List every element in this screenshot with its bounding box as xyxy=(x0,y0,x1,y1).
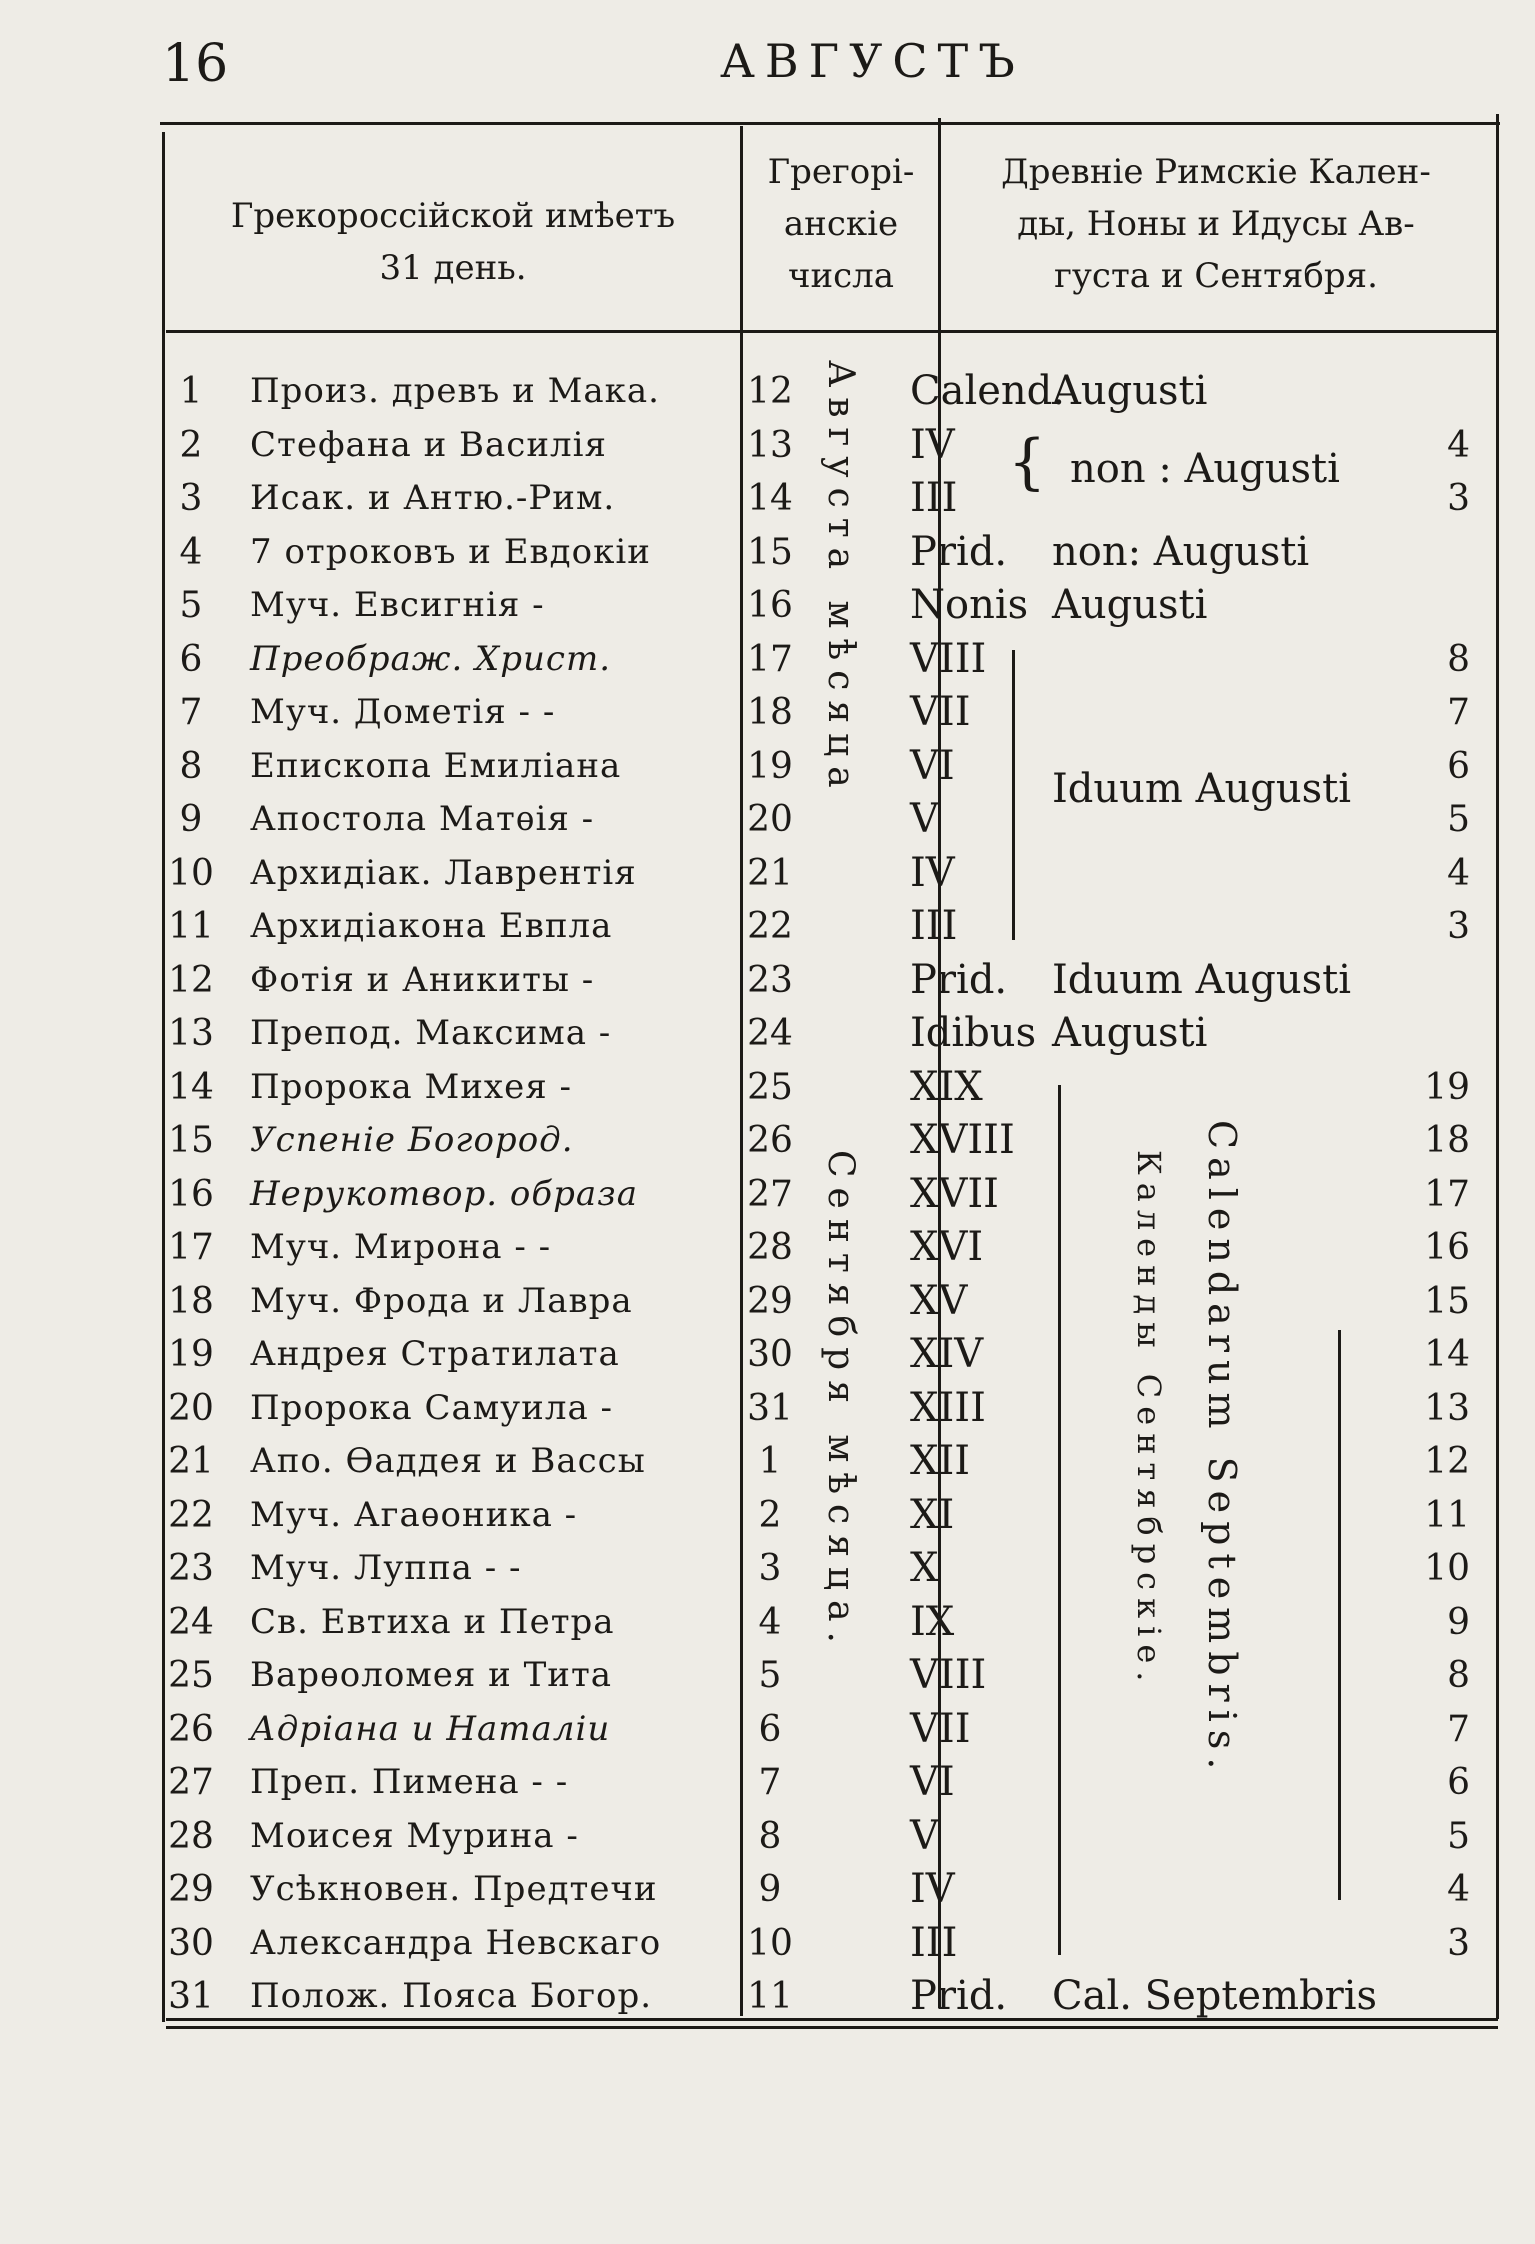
table-row xyxy=(0,1489,1535,1542)
roman-day-number: 5 xyxy=(1447,799,1470,840)
roman-numeral: V xyxy=(910,1812,939,1859)
day-number: 21 xyxy=(168,1441,214,1482)
day-number: 20 xyxy=(168,1387,214,1429)
saint-name: Полож. Пояса Богор. xyxy=(250,1976,653,2016)
vertical-label-september: Сентября мѣсяца. xyxy=(820,1150,861,1653)
gregorian-date: 5 xyxy=(758,1655,782,1696)
gregorian-date: 19 xyxy=(747,745,793,787)
saint-name: Андрея Стратилата xyxy=(250,1334,620,1374)
saint-name: Моисея Мурина - xyxy=(250,1815,579,1856)
day-number: 30 xyxy=(168,1922,214,1964)
roman-numeral: IV xyxy=(910,849,955,896)
header-line: анскіе xyxy=(783,204,899,244)
roman-day-number: 16 xyxy=(1424,1227,1470,1268)
roman-numeral: XIX xyxy=(910,1063,983,1110)
table-row xyxy=(0,579,1535,632)
saint-name: Архидіакона Евпла xyxy=(250,906,613,946)
day-number: 3 xyxy=(179,478,203,519)
header-roman-calendar xyxy=(942,146,1490,302)
saint-name: Пророка Самуила - xyxy=(250,1387,614,1428)
roman-numeral: III xyxy=(910,1919,958,1966)
roman-numeral: VII xyxy=(910,689,971,735)
saint-name: Св. Евтиха и Петра xyxy=(250,1601,615,1642)
group-label-non: non : Augusti xyxy=(1070,446,1340,492)
saint-name: Архидіак. Лаврентія xyxy=(250,852,637,893)
roman-day-number: 5 xyxy=(1447,1815,1470,1857)
saint-name: Апо. Ѳаддея и Вассы xyxy=(250,1441,646,1481)
gregorian-date: 4 xyxy=(758,1601,782,1643)
saint-name: Нерукотвор. образа xyxy=(250,1173,638,1214)
day-number: 27 xyxy=(168,1762,214,1803)
saint-name: Исак. и Антю.-Рим. xyxy=(250,478,616,518)
table-row xyxy=(0,1810,1535,1863)
roman-numeral: XVIII xyxy=(910,1117,1015,1163)
gregorian-date: 13 xyxy=(747,424,793,466)
table-row xyxy=(0,1542,1535,1595)
roman-day-number: 9 xyxy=(1447,1601,1470,1643)
gregorian-date: 8 xyxy=(758,1815,782,1857)
gregorian-date: 12 xyxy=(747,371,793,412)
table-row xyxy=(0,1863,1535,1916)
roman-label: Iduum Augusti xyxy=(1052,956,1351,1003)
day-number: 31 xyxy=(168,1976,214,2017)
roman-day-number: 19 xyxy=(1424,1066,1470,1108)
table-row xyxy=(0,954,1535,1007)
saint-name: Фотія и Аникиты - xyxy=(250,959,595,1000)
table-row xyxy=(0,1703,1535,1756)
roman-numeral: XVII xyxy=(910,1170,999,1217)
gregorian-date: 28 xyxy=(747,1227,793,1268)
header-line: Грекороссійской имѣетъ xyxy=(230,196,676,236)
roman-day-number: 15 xyxy=(1424,1280,1470,1322)
group-label-iduum: Iduum Augusti xyxy=(1052,766,1351,812)
gregorian-date: 16 xyxy=(747,585,793,626)
saint-name: Препод. Максима - xyxy=(250,1013,612,1053)
roman-day-number: 3 xyxy=(1447,1922,1470,1964)
day-number: 7 xyxy=(179,692,203,733)
roman-label: non: Augusti xyxy=(1052,528,1310,575)
roman-day-number: 8 xyxy=(1447,1655,1470,1696)
day-number: 19 xyxy=(168,1334,214,1375)
roman-numeral: VIII xyxy=(910,635,987,682)
gregorian-date: 7 xyxy=(758,1762,782,1803)
roman-numeral: Prid. xyxy=(910,956,1008,1003)
brace-calendae-line xyxy=(1058,1085,1061,1955)
table-row xyxy=(0,847,1535,900)
roman-numeral: Prid. xyxy=(910,528,1008,575)
day-number: 16 xyxy=(168,1173,214,1215)
gregorian-date: 1 xyxy=(758,1441,782,1482)
roman-numeral: VI xyxy=(910,1759,955,1805)
table-row xyxy=(0,526,1535,579)
gregorian-date: 20 xyxy=(747,799,793,840)
roman-day-number: 4 xyxy=(1447,1869,1470,1910)
saint-name: Муч. Луппа - - xyxy=(250,1548,522,1588)
roman-day-number: 18 xyxy=(1424,1120,1470,1161)
brace-calendae-right-line xyxy=(1338,1330,1341,1900)
gregorian-date: 2 xyxy=(758,1494,782,1536)
vertical-label-cal-latin: Calendarum Septembris. xyxy=(1200,1120,1244,1778)
day-number: 4 xyxy=(179,531,203,573)
roman-day-number: 7 xyxy=(1447,1708,1470,1750)
gregorian-date: 22 xyxy=(747,906,793,947)
roman-numeral: V xyxy=(910,796,939,842)
saint-name: Пророка Михея - xyxy=(250,1066,572,1107)
day-number: 18 xyxy=(168,1280,214,1322)
gregorian-date: 11 xyxy=(747,1976,793,2017)
roman-day-number: 12 xyxy=(1424,1441,1470,1482)
roman-numeral: IV xyxy=(910,421,955,468)
roman-numeral: Calend. xyxy=(910,368,1065,414)
roman-day-number: 3 xyxy=(1447,478,1470,519)
roman-numeral: XVI xyxy=(910,1224,984,1270)
gregorian-date: 31 xyxy=(747,1387,793,1429)
gregorian-date: 6 xyxy=(758,1708,782,1750)
roman-numeral: VIII xyxy=(910,1652,987,1698)
table-row xyxy=(0,1596,1535,1649)
brace-non: { xyxy=(1008,427,1047,497)
roman-numeral: Nonis xyxy=(910,582,1029,628)
saint-name: Муч. Мирона - - xyxy=(250,1227,552,1267)
day-number: 1 xyxy=(179,371,203,412)
day-number: 12 xyxy=(168,959,214,1001)
table-row xyxy=(0,1275,1535,1328)
table-row xyxy=(0,1221,1535,1274)
roman-day-number: 14 xyxy=(1424,1334,1470,1375)
header-line: числа xyxy=(787,256,895,296)
roman-numeral: III xyxy=(910,475,958,521)
table-row xyxy=(0,1435,1535,1488)
day-number: 5 xyxy=(179,585,203,626)
page-number: 16 xyxy=(162,34,229,94)
table-row xyxy=(0,1649,1535,1702)
roman-day-number: 4 xyxy=(1447,424,1470,466)
day-number: 10 xyxy=(168,852,214,894)
roman-label: Augusti xyxy=(1052,368,1208,414)
gregorian-date: 17 xyxy=(747,638,793,680)
header-line: ды, Ноны и Идусы Ав- xyxy=(1017,204,1415,244)
roman-numeral: XI xyxy=(910,1491,955,1538)
roman-day-number: 13 xyxy=(1424,1387,1470,1429)
table-row xyxy=(0,686,1535,739)
vertical-label-cal-russian: Календы Сентябрскіе. xyxy=(1130,1150,1168,1690)
roman-day-number: 3 xyxy=(1447,906,1470,947)
roman-numeral: X xyxy=(910,1545,939,1591)
roman-day-number: 7 xyxy=(1447,692,1470,733)
saint-name: Епископа Емиліана xyxy=(250,745,622,786)
table-row xyxy=(0,1756,1535,1809)
gregorian-date: 10 xyxy=(747,1922,793,1964)
saint-name: Преображ. Христ. xyxy=(250,638,612,679)
day-number: 17 xyxy=(168,1227,214,1268)
day-number: 13 xyxy=(168,1013,214,1054)
header-line: 31 день. xyxy=(379,248,527,288)
table-row xyxy=(0,1382,1535,1435)
gregorian-date: 24 xyxy=(747,1013,793,1054)
day-number: 2 xyxy=(179,424,203,466)
gregorian-date: 9 xyxy=(758,1869,782,1910)
roman-day-number: 6 xyxy=(1447,745,1470,787)
roman-numeral: XIII xyxy=(910,1384,986,1431)
day-number: 25 xyxy=(168,1655,214,1696)
saint-name: Апостола Матѳія - xyxy=(250,799,595,839)
day-number: 22 xyxy=(168,1494,214,1536)
table-bottom-border-2 xyxy=(166,2026,1498,2029)
table-top-border xyxy=(160,122,1500,125)
roman-numeral: Prid. xyxy=(910,1973,1008,2019)
table-row xyxy=(0,1114,1535,1167)
roman-day-number: 10 xyxy=(1424,1548,1470,1589)
header-line: Древніе Римскіе Кален- xyxy=(1001,152,1431,192)
saint-name: Муч. Агаѳоника - xyxy=(250,1494,578,1535)
day-number: 11 xyxy=(168,906,214,947)
gregorian-date: 25 xyxy=(747,1066,793,1108)
saint-name: 7 отроковъ и Евдокіи xyxy=(250,531,651,572)
roman-numeral: VII xyxy=(910,1705,971,1752)
table-row xyxy=(0,1917,1535,1970)
saint-name: Стефана и Василія xyxy=(250,424,607,465)
roman-day-number: 17 xyxy=(1424,1173,1470,1215)
gregorian-date: 23 xyxy=(747,959,793,1001)
saint-name: Варѳоломея и Тита xyxy=(250,1655,613,1695)
roman-numeral: IX xyxy=(910,1598,955,1645)
day-number: 14 xyxy=(168,1066,214,1108)
day-number: 29 xyxy=(168,1869,214,1910)
gregorian-date: 14 xyxy=(747,478,793,519)
brace-iduum-line xyxy=(1012,650,1015,940)
roman-numeral: XIV xyxy=(910,1331,984,1377)
gregorian-date: 18 xyxy=(747,692,793,733)
saint-name: Александра Невскаго xyxy=(250,1922,662,1963)
roman-numeral: XV xyxy=(910,1277,968,1324)
gregorian-date: 27 xyxy=(747,1173,793,1215)
roman-label: Augusti xyxy=(1052,582,1208,628)
gregorian-date: 3 xyxy=(758,1548,782,1589)
page-title: АВГУСТЪ xyxy=(720,34,1025,88)
roman-numeral: IV xyxy=(910,1866,955,1912)
saint-name: Усѣкновен. Предтечи xyxy=(250,1869,658,1909)
day-number: 26 xyxy=(168,1708,214,1750)
day-number: 24 xyxy=(168,1601,214,1643)
vertical-label-august: Августа мѣсяца xyxy=(820,360,861,798)
gregorian-date: 30 xyxy=(747,1334,793,1375)
header-line: густа и Сентября. xyxy=(1054,256,1378,296)
gregorian-date: 21 xyxy=(747,852,793,894)
table-row xyxy=(0,1168,1535,1221)
table-row xyxy=(0,900,1535,953)
header-orthodox-days xyxy=(168,190,738,294)
table-row xyxy=(0,1970,1535,2023)
header-line: Грегорі- xyxy=(767,152,915,192)
table-row xyxy=(0,633,1535,686)
table-row xyxy=(0,1328,1535,1381)
gregorian-date: 29 xyxy=(747,1280,793,1322)
day-number: 23 xyxy=(168,1548,214,1589)
header-divider xyxy=(166,330,1496,333)
saint-name: Муч. Дометія - - xyxy=(250,692,556,732)
roman-day-number: 11 xyxy=(1424,1494,1470,1536)
saint-name: Произ. древъ и Мака. xyxy=(250,371,660,411)
table-row xyxy=(0,1007,1535,1060)
saint-name: Адріана и Наталіи xyxy=(250,1708,611,1749)
roman-day-number: 8 xyxy=(1447,638,1470,680)
saint-name: Муч. Евсигнія - xyxy=(250,585,545,625)
day-number: 6 xyxy=(179,638,203,680)
gregorian-date: 26 xyxy=(747,1120,793,1161)
roman-label: Augusti xyxy=(1052,1010,1208,1056)
saint-name: Успеніе Богород. xyxy=(250,1120,574,1160)
day-number: 8 xyxy=(179,745,203,787)
saint-name: Муч. Фрода и Лавра xyxy=(250,1280,633,1321)
roman-label: Cal. Septembris xyxy=(1052,1973,1378,2019)
roman-numeral: XII xyxy=(910,1438,971,1484)
table-row xyxy=(0,1061,1535,1114)
day-number: 9 xyxy=(179,799,203,840)
roman-day-number: 4 xyxy=(1447,852,1470,894)
roman-numeral: VI xyxy=(910,742,955,789)
saint-name: Преп. Пимена - - xyxy=(250,1762,569,1802)
table-row xyxy=(0,365,1535,418)
roman-numeral: Idibus xyxy=(910,1010,1037,1056)
roman-numeral: III xyxy=(910,903,958,949)
day-number: 15 xyxy=(168,1120,214,1161)
header-gregorian-dates xyxy=(748,146,934,302)
day-number: 28 xyxy=(168,1815,214,1857)
gregorian-date: 15 xyxy=(747,531,793,573)
roman-day-number: 6 xyxy=(1447,1762,1470,1803)
